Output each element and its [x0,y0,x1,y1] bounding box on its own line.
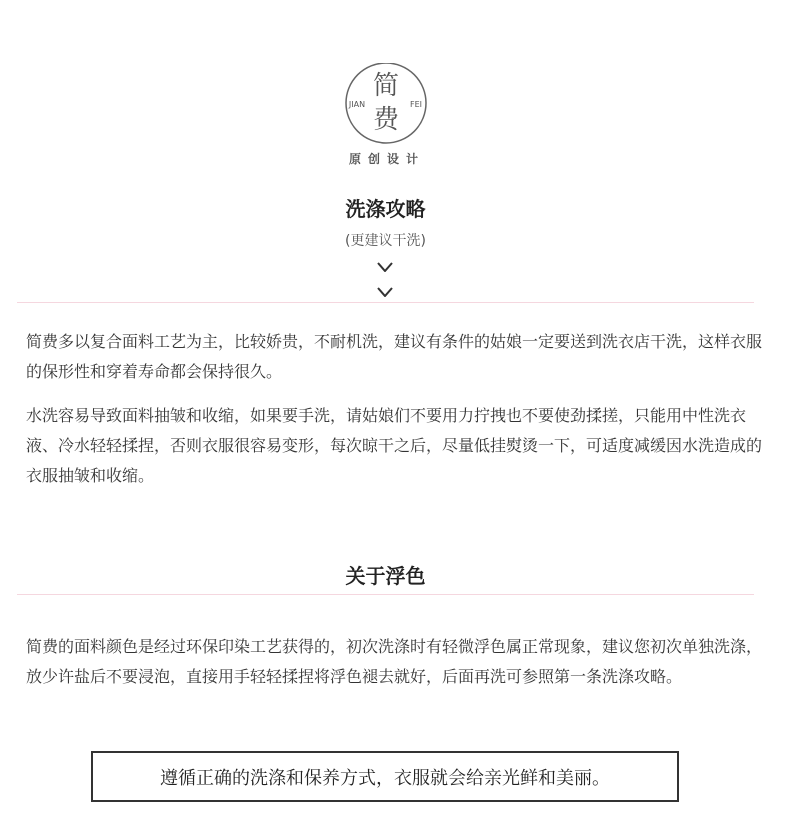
logo-right-text: FEI [409,100,423,109]
chevron-down-icon [377,262,393,272]
section-title-washing: 洗涤攻略 [345,197,426,221]
section-subtitle-dry-clean: (更建议干洗) [345,233,426,249]
care-notice-box [91,751,679,802]
section-divider [17,594,754,595]
logo-subtitle: 原创设计 [348,152,425,166]
chevron-down-icon [377,287,393,297]
care-notice-text: 遵循正确的洗涤和保养方式，衣服就会给亲光鲜和美丽。 [160,767,610,789]
logo-char-1: 简 [372,71,400,101]
logo-char-2: 费 [372,105,400,135]
washing-paragraph-2: 水洗容易导致面料抽皱和收缩，如果要手洗，请姑娘们不要用力拧拽也不要使劲揉搓，只能用中性洗衣液、冷水轻轻揉捏，否则衣服很容易变形，每次晾干之后，尽量低挂熨烫一下，可适度减缓因水洗造成的衣服抽皱和收缩。 [26,406,763,485]
floating-color-paragraph: 简费的面料颜色是经过环保印染工艺获得的，初次洗涤时有轻微浮色属正常现象，建议您初次单独洗涤，放少许盐后不要浸泡，直接用手轻轻揉捏将浮色褪去就好，后面再洗可参照第一条洗涤攻略。 [26,637,763,686]
section-divider [17,302,754,303]
washing-paragraph-1: 简费多以复合面料工艺为主，比较娇贵，不耐机洗，建议有条件的姑娘一定要送到洗衣店干洗，这样衣服的保形性和穿着寿命都会保持很久。 [26,332,763,381]
logo-left-text: JIAN [348,100,366,109]
section-title-floating-color: 关于浮色 [345,564,426,588]
logo-circle [343,63,431,151]
